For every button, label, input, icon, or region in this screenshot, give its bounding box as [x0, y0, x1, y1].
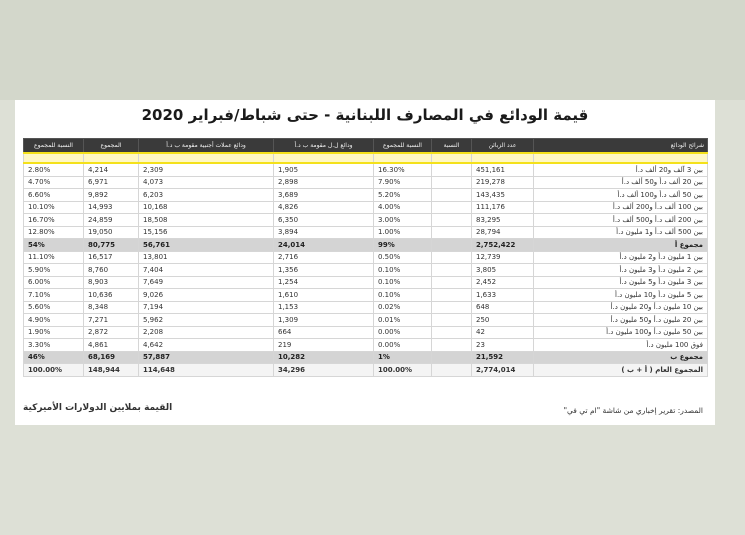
table-cell: 10,168: [139, 201, 274, 214]
table-cell: 1,153: [274, 301, 374, 314]
row-label-cell: بين 500 ألف د.أ و1 مليون د.أ: [534, 226, 708, 239]
table-cell: 9,892: [84, 189, 139, 202]
table-cell: 5.60%: [24, 301, 84, 314]
table-cell: 8,760: [84, 264, 139, 277]
table-row: [24, 189, 708, 202]
table-cell: 15,156: [139, 226, 274, 239]
table-cell: 42: [472, 326, 534, 339]
table-cell: [432, 163, 472, 176]
table-cell: 16,517: [84, 251, 139, 264]
table-cell: 1,610: [274, 289, 374, 302]
table-cell: 12,739: [472, 251, 534, 264]
row-label-cell: بين 3 مليون د.أ و5 مليون د.أ: [534, 276, 708, 289]
table-cell: [432, 339, 472, 352]
table-cell: 2,774,014: [472, 364, 534, 377]
row-label-cell: بين 10 مليون د.أ و20 مليون د.أ: [534, 301, 708, 314]
row-label-cell: بين 3 آلف و20 ألف د.أ: [534, 163, 708, 176]
col-header: شرائح الودائع: [534, 139, 708, 154]
table-cell: 83,295: [472, 214, 534, 227]
row-label-cell: بين 50 ألف د.أ و100 ألف د.أ: [534, 189, 708, 202]
table-row: [24, 289, 708, 302]
table-cell: 114,648: [139, 364, 274, 377]
table-cell: 1.00%: [374, 226, 432, 239]
table-cell: [374, 153, 432, 163]
table-cell: [432, 301, 472, 314]
table-cell: 28,794: [472, 226, 534, 239]
table-cell: 1,905: [274, 163, 374, 176]
table-cell: 143,435: [472, 189, 534, 202]
table-cell: [24, 153, 84, 163]
table-cell: 250: [472, 314, 534, 327]
table-row: [24, 326, 708, 339]
document-title: قيمة الودائع في المصارف اللبنانية - حتى شباط/فبراير 2020: [141, 106, 589, 124]
table-cell: 111,176: [472, 201, 534, 214]
table-cell: 2,898: [274, 176, 374, 189]
table-cell: [432, 214, 472, 227]
table-cell: 219,278: [472, 176, 534, 189]
row-label-cell: بين 20 مليون د.أ و50 مليون د.أ: [534, 314, 708, 327]
table-cell: 2,752,422: [472, 239, 534, 252]
table-cell: 2,452: [472, 276, 534, 289]
table-cell: 0.10%: [374, 264, 432, 277]
row-label-cell: [534, 153, 708, 163]
table-cell: 4.00%: [374, 201, 432, 214]
table-cell: [432, 201, 472, 214]
top-band: [0, 0, 745, 100]
row-label-cell: مجموع ب: [534, 351, 708, 364]
source-note: المصدر: تقرير إخباري من شاشة "ام تي في": [563, 406, 703, 415]
table-cell: 16.30%: [374, 163, 432, 176]
table-cell: 4.70%: [24, 176, 84, 189]
deposits-table: [23, 138, 708, 377]
table-cell: 1,356: [274, 264, 374, 277]
table-cell: [432, 189, 472, 202]
table-cell: 0.00%: [374, 339, 432, 352]
table-cell: [432, 239, 472, 252]
table-cell: [84, 153, 139, 163]
table-row: [24, 276, 708, 289]
subtotal-row: [24, 351, 708, 364]
table-cell: 7.10%: [24, 289, 84, 302]
row-label-cell: بين 2 مليون د.أ و3 مليون د.أ: [534, 264, 708, 277]
table-cell: 8,348: [84, 301, 139, 314]
col-header: النسبة للمجموع: [24, 139, 84, 154]
table-cell: 2.80%: [24, 163, 84, 176]
table-cell: 2,208: [139, 326, 274, 339]
table-cell: 12.80%: [24, 226, 84, 239]
table-cell: 2,872: [84, 326, 139, 339]
table-cell: [432, 351, 472, 364]
units-note: القيمة بملايين الدولارات الأميركية: [23, 403, 173, 413]
table-header-row: [24, 139, 708, 154]
table-row: [24, 314, 708, 327]
table-cell: 0.50%: [374, 251, 432, 264]
table-cell: 11.10%: [24, 251, 84, 264]
table-cell: 7.90%: [374, 176, 432, 189]
table-cell: 1%: [374, 351, 432, 364]
table-cell: 2,309: [139, 163, 274, 176]
table-cell: 4,861: [84, 339, 139, 352]
table-cell: 6,203: [139, 189, 274, 202]
table-cell: [432, 226, 472, 239]
table-cell: 21,592: [472, 351, 534, 364]
table-cell: [432, 314, 472, 327]
table-cell: 0.10%: [374, 289, 432, 302]
table-cell: 13,801: [139, 251, 274, 264]
table-cell: 10.10%: [24, 201, 84, 214]
table-cell: 2,716: [274, 251, 374, 264]
table-cell: 3.30%: [24, 339, 84, 352]
document-card: [15, 100, 715, 425]
col-header: النسبة: [432, 139, 472, 154]
table-cell: 9,026: [139, 289, 274, 302]
table-cell: 68,169: [84, 351, 139, 364]
table-cell: 100.00%: [24, 364, 84, 377]
table-cell: 6.00%: [24, 276, 84, 289]
row-label-cell: بين 100 ألف د.أ و200 ألف د.أ: [534, 201, 708, 214]
table-cell: 6,971: [84, 176, 139, 189]
table-cell: 54%: [24, 239, 84, 252]
row-label-cell: بين 50 مليون د.أ و100 مليون د.أ: [534, 326, 708, 339]
table-cell: 14,993: [84, 201, 139, 214]
table-cell: 10,636: [84, 289, 139, 302]
highlight-row: [24, 153, 708, 163]
table-cell: 4,073: [139, 176, 274, 189]
table-cell: 34,296: [274, 364, 374, 377]
table-cell: 5.90%: [24, 264, 84, 277]
table-cell: 57,887: [139, 351, 274, 364]
table-row: [24, 176, 708, 189]
col-header: عدد الزبائن: [472, 139, 534, 154]
row-label-cell: المجموع العام ( أ + ب ): [534, 364, 708, 377]
table-cell: 46%: [24, 351, 84, 364]
table-cell: 0.00%: [374, 326, 432, 339]
table-cell: [139, 153, 274, 163]
row-label-cell: بين 20 ألف د.أ و50 ألف د.أ: [534, 176, 708, 189]
table-cell: 7,404: [139, 264, 274, 277]
table-cell: 1.90%: [24, 326, 84, 339]
table-cell: 5,962: [139, 314, 274, 327]
row-label-cell: بين 1 مليون د.أ و2 مليون د.أ: [534, 251, 708, 264]
table-row: [24, 339, 708, 352]
table-cell: [432, 264, 472, 277]
table-cell: [472, 153, 534, 163]
table-cell: 24,014: [274, 239, 374, 252]
table-cell: [274, 153, 374, 163]
table-row: [24, 301, 708, 314]
col-header: المجموع: [84, 139, 139, 154]
table-cell: 7,271: [84, 314, 139, 327]
table-cell: 16.70%: [24, 214, 84, 227]
table-row: [24, 214, 708, 227]
table-cell: 7,194: [139, 301, 274, 314]
table-cell: 0.02%: [374, 301, 432, 314]
table-cell: [432, 364, 472, 377]
table-cell: 6,350: [274, 214, 374, 227]
table-cell: 4,214: [84, 163, 139, 176]
total-row: [24, 364, 708, 377]
table-cell: 648: [472, 301, 534, 314]
row-label-cell: فوق 100 مليون د.أ: [534, 339, 708, 352]
table-cell: 4,826: [274, 201, 374, 214]
subtotal-row: [24, 239, 708, 252]
table-cell: 451,161: [472, 163, 534, 176]
table-cell: 219: [274, 339, 374, 352]
table-cell: 1,309: [274, 314, 374, 327]
table-cell: 4,642: [139, 339, 274, 352]
table-cell: 3.00%: [374, 214, 432, 227]
table-cell: 1,633: [472, 289, 534, 302]
table-cell: 0.01%: [374, 314, 432, 327]
table-cell: 3,689: [274, 189, 374, 202]
table-cell: [432, 251, 472, 264]
table-cell: 1,254: [274, 276, 374, 289]
row-label-cell: بين 5 مليون د.أ و10 مليون د.أ: [534, 289, 708, 302]
table-cell: 6.60%: [24, 189, 84, 202]
table-cell: 100.00%: [374, 364, 432, 377]
table-cell: [432, 176, 472, 189]
table-cell: 664: [274, 326, 374, 339]
table-row: [24, 163, 708, 176]
table-cell: 24,859: [84, 214, 139, 227]
table-cell: [432, 276, 472, 289]
table-row: [24, 201, 708, 214]
table-row: [24, 226, 708, 239]
table-cell: 10,282: [274, 351, 374, 364]
table-row: [24, 264, 708, 277]
table-cell: 23: [472, 339, 534, 352]
table-cell: 0.10%: [374, 276, 432, 289]
row-label-cell: بين 200 ألف د.أ و500 ألف د.أ: [534, 214, 708, 227]
table-cell: 19,050: [84, 226, 139, 239]
table-cell: 56,761: [139, 239, 274, 252]
table-cell: 80,775: [84, 239, 139, 252]
table-cell: [432, 326, 472, 339]
table-cell: 5.20%: [374, 189, 432, 202]
table-cell: 3,805: [472, 264, 534, 277]
table-cell: 3,894: [274, 226, 374, 239]
table-cell: [432, 153, 472, 163]
col-header: ودائع عملات أجنبية مقومة ب د.أ: [139, 139, 274, 154]
table-cell: 148,944: [84, 364, 139, 377]
table-cell: 99%: [374, 239, 432, 252]
table-cell: 8,903: [84, 276, 139, 289]
table-row: [24, 251, 708, 264]
table-cell: 18,508: [139, 214, 274, 227]
table-cell: [432, 289, 472, 302]
col-header: النسبة للمجموع: [374, 139, 432, 154]
table-cell: 7,649: [139, 276, 274, 289]
table-cell: 4.90%: [24, 314, 84, 327]
row-label-cell: مجموع أ: [534, 239, 708, 252]
col-header: ودائع ل.ل مقومة ب د.أ: [274, 139, 374, 154]
